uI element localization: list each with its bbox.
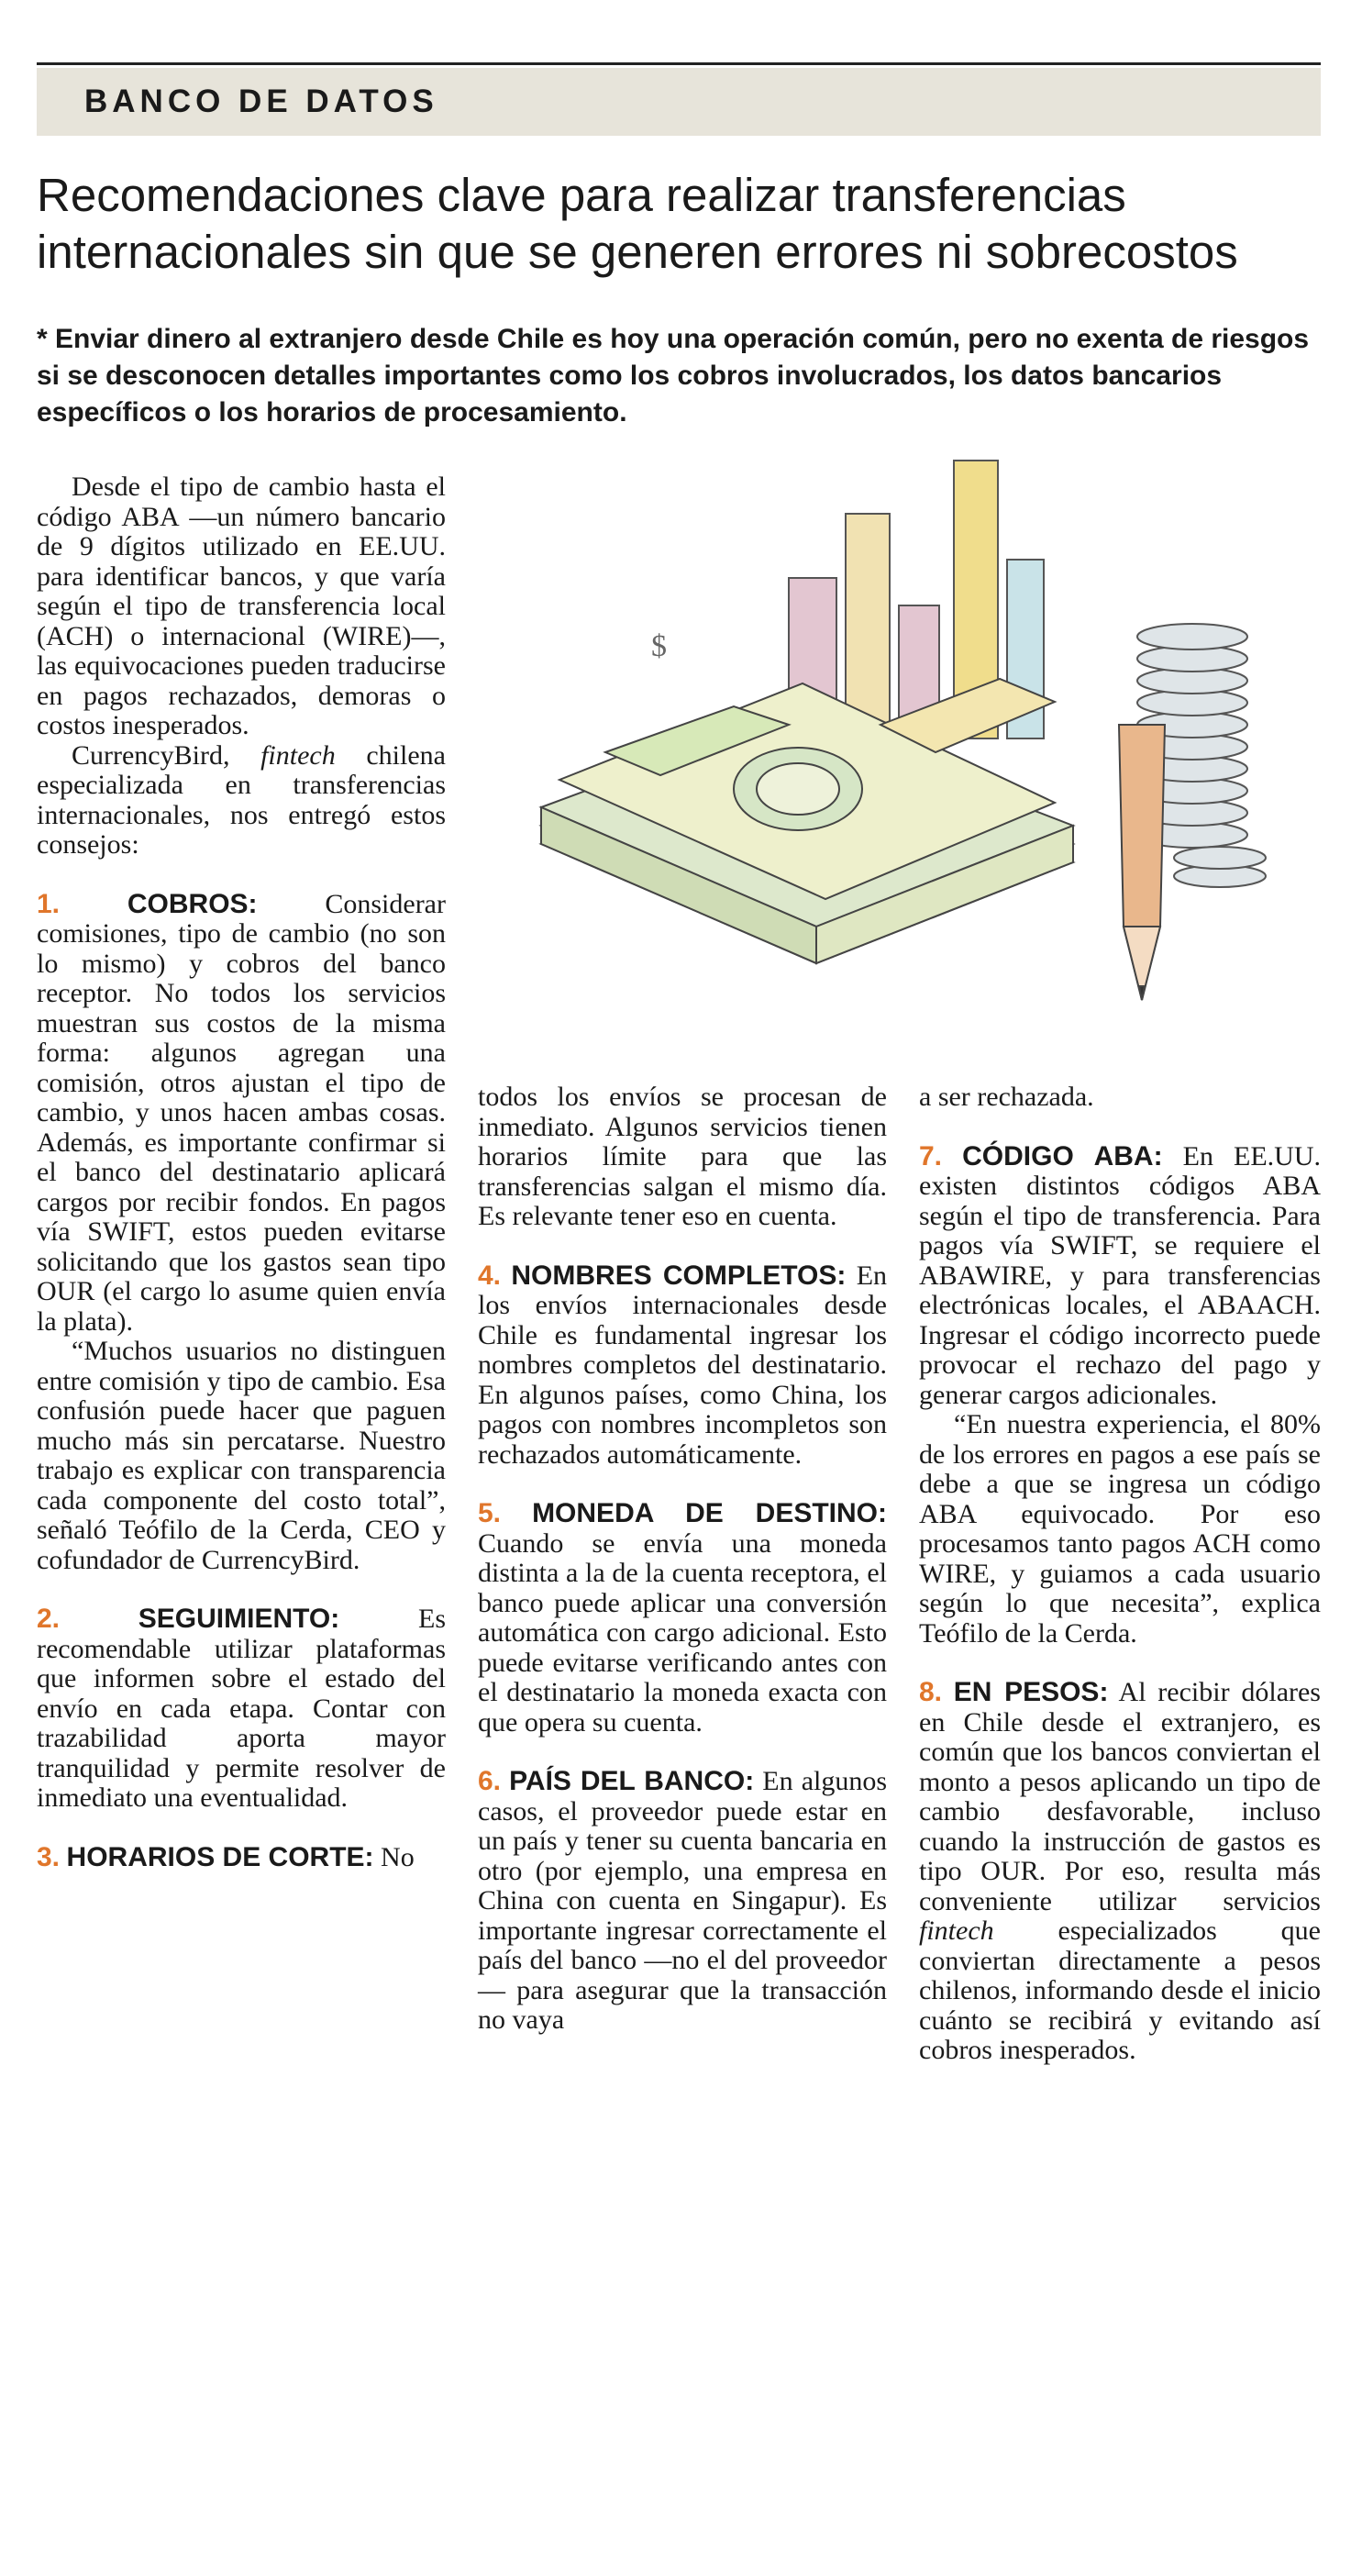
top-rule [37, 62, 1321, 65]
tip-1-quote: “Muchos usuarios no distinguen entre comisión y tipo de cambio. Esa confusión puede hacer que paguen mucho más sin percatarse. Nuestro trabajo es explicar con transparencia cada componente del costo total”, señaló Teófilo de la Cerda, CEO y cofundador de CurrencyBird. [37, 1336, 446, 1575]
tip-2: 2. SEGUIMIENTO: Es recomendable utilizar plataformas que informen sobre el estado del envío en cada etapa. Contar con trazabilidad aporta mayor tranquilidad y permite resolver de inmediato una eventualidad. [37, 1604, 446, 1813]
tip-5: 5. MONEDA DE DESTINO: Cuando se envía una moneda distinta a la de la cuenta receptora, el banco puede aplicar una conversión automática con cargo adicional. Esto puede evitarse verificando antes con el destinatario la moneda exacta con que opera su cuenta. [478, 1498, 888, 1738]
tip-4: 4. NOMBRES COMPLETOS: En los envíos internacionales desde Chile es fundamental ingresar los nombres completos del destinatario. En algunos países, como China, los pagos con nombres incompletos son rechazados automáticamente. [478, 1260, 888, 1470]
headline-line-2: internacionales sin que se generen errores ni sobrecostos [37, 226, 1238, 278]
headline [37, 167, 1321, 281]
dollar-sign: $ [651, 629, 667, 663]
intro-paragraph-2: CurrencyBird, fintech chilena especializada en transferencias internacionales, nos entregó estos consejos: [37, 739, 446, 860]
intro-paragraph-1: Desde el tipo de cambio hasta el código ABA —un número bancario de 9 dígitos utilizado en EE.UU. para identificar bancos, y que varía según el tipo de transferencia local (ACH) o internacional (WIRE)—, las equivocaciones pueden traducirse en pagos rechazados, demoras o costos inesperados. [37, 472, 446, 740]
tip-8: 8. EN PESOS: Al recibir dólares en Chile desde el extranjero, es común que los bancos conviertan el monto a pesos aplicando un tipo de cambio desfavorable, incluso cuando la instrucción de gastos es tipo OUR. Por eso, resulta más conveniente utilizar servicios fintech especializados que conviertan directamente a pesos chilenos, informando desde el inicio cuánto se recibirá y evitando así cobros inesperados. [919, 1677, 1321, 2065]
tip-3-continued: todos los envíos se procesan de inmediato. Algunos servicios tienen horarios límite para que las transferencias salgan el mismo día. Es relevante tener eso en cuenta. [478, 1082, 887, 1231]
banknote-stack-graphic [541, 679, 1073, 963]
tip-1: 1. COBROS: Considerar comisiones, tipo de cambio (no son lo mismo) y cobros del banco receptor. No todos los servicios muestran sus costos de la misma forma: algunos agregan una comisión, otros ajustan el tipo de cambio, y unos hacen ambas cosas. Además, es importante confirmar si el banco del destinatario aplicará cargos por recibir fondos. En pagos vía SWIFT, estos pueden evitarse solicitando que los gastos sean tipo OUR (el cargo lo asume quien envía la plata). [37, 888, 446, 1337]
headline-line-1: Recomendaciones clave para realizar transferencias [37, 169, 1126, 221]
tip-7-quote: “En nuestra experiencia, el 80% de los errores en pagos a ese país se debe a que se ingresa un código ABA equivocado. Por eso procesamos tanto pagos ACH como WIRE, y guiamos a cada usuario según lo que necesita”, explica Teófilo de la Cerda. [919, 1409, 1321, 1649]
column-1 [37, 472, 446, 1872]
tip-3-start: 3. HORARIOS DE CORTE: No [37, 1841, 415, 1872]
section-label: BANCO DE DATOS [84, 83, 438, 119]
pencil-graphic [1119, 725, 1165, 1000]
tip-7: 7. CÓDIGO ABA: En EE.UU. existen distintos códigos ABA según el tipo de transferencia. Para pagos vía SWIFT, se requiere el ABAWIRE, y para transferencias electrónicas locales, el ABAACH. Ingresar el código incorrecto puede provocar el rechazo del pago y generar cargos adicionales. [919, 1140, 1322, 1410]
tip-6-continued: a ser rechazada. [919, 1082, 1094, 1112]
section-header-bar [37, 68, 1321, 136]
deck: * Enviar dinero al extranjero desde Chile es hoy una operación común, pero no exenta de riesgos si se desconocen detalles importantes como los cobros involucrados, los datos bancarios específicos o los horarios de procesamiento. [37, 324, 1310, 427]
money-illustration [486, 450, 1321, 1037]
column-2 [478, 1083, 887, 2036]
column-3 [919, 1083, 1321, 2066]
tip-6: 6. PAÍS DEL BANCO: En algunos casos, el proveedor puede estar en un país y tener su cuenta bancaria en otro (por ejemplo, una empresa en China con cuenta en Singapur). Es importante ingresar correctamente el país del banco —no el del proveedor— para asegurar que la transacción no vaya [478, 1766, 888, 2035]
